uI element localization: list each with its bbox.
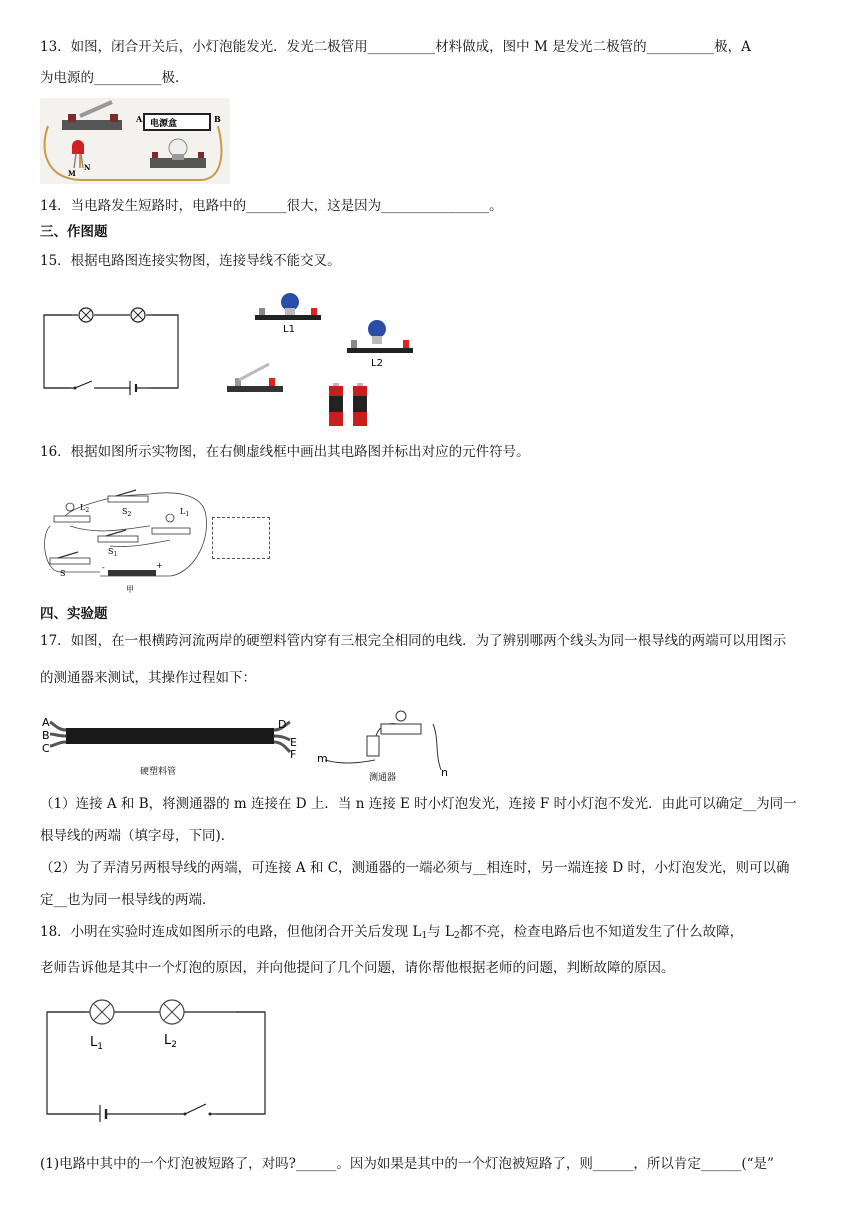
section3-title: 三、作图题: [40, 224, 108, 240]
q16-label-s: S: [60, 569, 66, 578]
q16-label-plus: +: [156, 561, 163, 570]
q17-pipe-caption: 硬塑料管: [140, 767, 177, 777]
q13-box-label: 电源盒: [150, 119, 178, 129]
q15-text: 15．根据电路图连接实物图，连接导线不能交叉。: [40, 253, 341, 269]
q18-circuit-diagram: [46, 1000, 268, 1118]
q17-label-b: B: [42, 729, 50, 742]
q18-p1: (1)电路中其中的一个灯泡被短路了，对吗?______。因为如果是其中的一个灯泡被短路了，则______，所以肯定______(“是”: [40, 1156, 774, 1172]
q15-bulb-l1: [255, 293, 321, 335]
q17-p2-line1: （2）为了弄清另两根导线的两端，可连接 A 和 C，测通器的一端必须与__相连时，另一端连接 D 时，小灯泡发光，则可以确: [40, 860, 790, 876]
q15-lamp-1: [79, 308, 93, 322]
q17-label-d: D: [278, 718, 287, 731]
q16-label-l2: $L_2$: [80, 503, 90, 514]
q16-physical-circuit: [40, 476, 210, 596]
q17-tester-caption: 测通器: [369, 773, 397, 783]
q15-battery-2: [353, 383, 367, 426]
q15-circuit-diagram: [42, 305, 182, 390]
q13-label-n: N: [84, 163, 91, 172]
q18-line2: 老师告诉他是其中一个灯泡的原因，并向他提问了几个问题，请你帮他根据老师的问题，判断故障的原因。: [40, 960, 675, 976]
q18-lamp-l1: [90, 1000, 114, 1024]
section4-title: 四、实验题: [40, 606, 108, 622]
q16-answer-box[interactable]: [212, 517, 270, 559]
q16-label-s2: $S_2$: [122, 507, 132, 518]
q17-label-c: C: [42, 742, 50, 755]
q13-label-a: A: [136, 114, 143, 124]
q13-label-m: M: [68, 169, 76, 178]
q17-label-f: F: [290, 748, 297, 761]
q18-label-l2: $L_2$: [164, 1033, 177, 1050]
q16-label-minus: -: [102, 563, 105, 572]
q18-label-l1: $L_1$: [90, 1035, 103, 1052]
q15-knife-switch: [227, 364, 283, 392]
q17-label-n: n: [441, 766, 448, 779]
q15-physical-components: [225, 300, 425, 430]
q18-lamp-l2: [160, 1000, 184, 1024]
q17-label-m: m: [317, 752, 328, 765]
q13-line2: 为电源的__________极．: [40, 70, 189, 86]
q15-label-l1: L1: [283, 324, 295, 335]
q16-label-l1: $L_1$: [180, 507, 190, 518]
q15-lamp-2: [131, 308, 145, 322]
q15-label-l2: L2: [371, 358, 383, 369]
q17-label-e: E: [290, 736, 297, 749]
q17-label-a: A: [42, 716, 50, 729]
q13-figure: [40, 98, 230, 184]
q13-label-b: B: [214, 114, 221, 124]
q13-line1: 13．如图，闭合开关后，小灯泡能发光．发光二极管用__________材料做成，图中 M 是发光二极管的__________极，A: [40, 39, 751, 55]
q17-p1-line2: 根导线的两端（填字母，下同)．: [40, 828, 235, 844]
q14-text: 14．当电路发生短路时，电路中的______很大，这是因为________________。: [40, 198, 503, 214]
q17-p1-line1: （1）连接 A 和 B，将测通器的 m 连接在 D 上．当 n 连接 E 时小灯泡发光，连接 F 时小灯泡不发光．由此可以确定__为同一: [40, 796, 797, 812]
q17-pipe-figure: [40, 712, 300, 782]
q16-label-s1: $S_1$: [108, 547, 118, 558]
q15-battery-1: [329, 383, 343, 426]
q17-line2: 的测通器来测试，其操作过程如下：: [40, 670, 256, 686]
q17-tester-figure: [315, 708, 465, 788]
q18-line1: 18．小明在实验时连成如图所示的电路，但他闭合开关后发现 $L_1$与 $L_2$都不亮，检查电路后也不知道发生了什么故障，: [40, 924, 744, 941]
q17-line1: 17．如图，在一根横跨河流两岸的硬塑料管内穿有三根完全相同的电线．为了辨别哪两个线头为同一根导线的两端可以用图示: [40, 633, 787, 649]
q15-bulb-l2: [347, 320, 413, 369]
q16-caption: 甲: [126, 585, 134, 594]
q17-p2-line2: 定__也为同一根导线的两端．: [40, 892, 216, 908]
q16-text: 16．根据如图所示实物图，在右侧虚线框中画出其电路图并标出对应的元件符号。: [40, 444, 530, 460]
